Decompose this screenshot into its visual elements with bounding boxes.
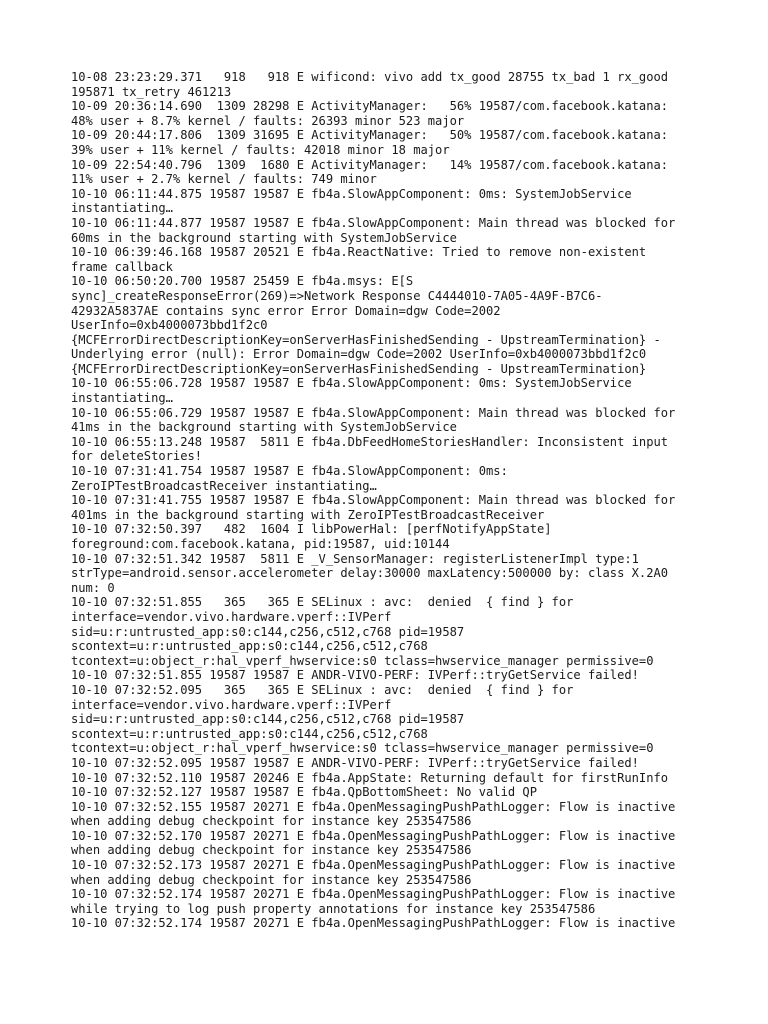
log-line: 10-10 07:32:52.095 365 365 E SELinux : avc: denied { find } for xyxy=(71,682,574,697)
log-line: UserInfo=0xb4000073bbd1f2c0 xyxy=(71,318,268,333)
log-line: scontext=u:r:untrusted_app:s0:c144,c256,c512,c768 xyxy=(71,726,428,741)
log-line: 10-10 07:32:52.155 19587 20271 E fb4a.OpenMessagingPushPathLogger: Flow is inactive xyxy=(71,799,676,814)
log-line: 10-10 07:32:51.342 19587 5811 E _V_SensorManager: registerListenerImpl type:1 xyxy=(71,551,639,566)
log-line: scontext=u:r:untrusted_app:s0:c144,c256,c512,c768 xyxy=(71,639,428,654)
log-line: when adding debug checkpoint for instance key 253547586 xyxy=(71,843,472,858)
log-line: 10-10 07:31:41.755 19587 19587 E fb4a.SlowAppComponent: Main thread was blocked for xyxy=(71,493,676,508)
log-line: 10-10 07:32:52.174 19587 20271 E fb4a.OpenMessagingPushPathLogger: Flow is inactive xyxy=(71,887,676,902)
log-line: 11% user + 2.7% kernel / faults: 749 minor xyxy=(71,172,377,187)
log-line: 10-10 06:11:44.875 19587 19587 E fb4a.SlowAppComponent: 0ms: SystemJobService xyxy=(71,186,632,201)
log-line: sid=u:r:untrusted_app:s0:c144,c256,c512,c768 pid=19587 xyxy=(71,712,465,727)
log-line: 10-10 07:32:52.174 19587 20271 E fb4a.OpenMessagingPushPathLogger: Flow is inactive xyxy=(71,916,676,931)
log-line: Underlying error (null): Error Domain=dgw Code=2002 UserInfo=0xb4000073bbd1f2c0 xyxy=(71,347,647,362)
log-line: 10-10 06:55:13.248 19587 5811 E fb4a.DbFeedHomeStoriesHandler: Inconsistent input xyxy=(71,434,669,449)
log-line: when adding debug checkpoint for instance key 253547586 xyxy=(71,872,472,887)
log-line: 10-10 07:32:52.110 19587 20246 E fb4a.AppState: Returning default for firstRunInfo xyxy=(71,770,669,785)
log-line: 10-10 06:55:06.729 19587 19587 E fb4a.SlowAppComponent: Main thread was blocked for xyxy=(71,405,676,420)
log-line: {MCFErrorDirectDescriptionKey=onServerHasFinishedSending - UpstreamTermination} - xyxy=(71,332,661,347)
log-line: 10-10 07:32:52.095 19587 19587 E ANDR-VIVO-PERF: IVPerf::tryGetService failed! xyxy=(71,755,639,770)
log-line: 10-10 06:55:06.728 19587 19587 E fb4a.SlowAppComponent: 0ms: SystemJobService xyxy=(71,376,632,391)
log-line: sid=u:r:untrusted_app:s0:c144,c256,c512,c768 pid=19587 xyxy=(71,624,465,639)
log-line: 10-09 22:54:40.796 1309 1680 E ActivityManager: 14% 19587/com.facebook.katana: xyxy=(71,157,669,172)
log-line: 10-10 07:32:52.173 19587 20271 E fb4a.OpenMessagingPushPathLogger: Flow is inactive xyxy=(71,858,676,873)
log-line: 42932A5837AE contains sync error Error Domain=dgw Code=2002 xyxy=(71,303,501,318)
log-line: tcontext=u:object_r:hal_vperf_hwservice:s0 tclass=hwservice_manager permissive=0 xyxy=(71,653,654,668)
log-line: interface=vendor.vivo.hardware.vperf::IVPerf xyxy=(71,697,392,712)
log-line: 10-10 07:32:52.127 19587 19587 E fb4a.QpBottomSheet: No valid QP xyxy=(71,785,537,800)
log-line: 41ms in the background starting with SystemJobService xyxy=(71,420,457,435)
log-line: 10-10 07:31:41.754 19587 19587 E fb4a.SlowAppComponent: 0ms: xyxy=(71,464,508,479)
log-line: 10-08 23:23:29.371 918 918 E wificond: vivo add tx_good 28755 tx_bad 1 rx_good xyxy=(71,70,669,84)
log-line: num: 0 xyxy=(71,580,115,595)
log-line: 10-10 06:50:20.700 19587 25459 E fb4a.msys: E[S xyxy=(71,274,414,289)
log-line: 10-10 07:32:51.855 365 365 E SELinux : avc: denied { find } for xyxy=(71,595,574,610)
log-line: when adding debug checkpoint for instance key 253547586 xyxy=(71,814,472,829)
log-line: 60ms in the background starting with SystemJobService xyxy=(71,230,457,245)
log-line: 401ms in the background starting with ZeroIPTestBroadcastReceiver xyxy=(71,507,545,522)
log-line: for deleteStories! xyxy=(71,449,203,464)
log-line: {MCFErrorDirectDescriptionKey=onServerHasFinishedSending - UpstreamTermination} xyxy=(71,361,647,376)
log-line: sync]_createResponseError(269)=>Network Response C4444010-7A05-4A9F-B7C6- xyxy=(71,288,603,303)
log-line: tcontext=u:object_r:hal_vperf_hwservice:s0 tclass=hwservice_manager permissive=0 xyxy=(71,741,654,756)
log-line: 48% user + 8.7% kernel / faults: 26393 minor 523 major xyxy=(71,113,465,128)
log-line: 10-10 06:39:46.168 19587 20521 E fb4a.ReactNative: Tried to remove non-existent xyxy=(71,245,647,260)
log-line: foreground:com.facebook.katana, pid:19587, uid:10144 xyxy=(71,537,450,551)
log-line: frame callback xyxy=(71,259,173,274)
log-line: 10-10 06:11:44.877 19587 19587 E fb4a.SlowAppComponent: Main thread was blocked for xyxy=(71,215,676,230)
log-line: 195871 tx_retry 461213 xyxy=(71,84,232,99)
log-line: 39% user + 11% kernel / faults: 42018 minor 18 major xyxy=(71,142,450,157)
log-line: instantiating… xyxy=(71,391,173,406)
log-line: instantiating… xyxy=(71,201,173,216)
log-document xyxy=(71,70,751,931)
log-line: strType=android.sensor.accelerometer delay:30000 maxLatency:500000 by: class X.2A0 xyxy=(71,566,669,581)
log-line: ZeroIPTestBroadcastReceiver instantiating… xyxy=(71,478,377,493)
log-line: 10-10 07:32:52.170 19587 20271 E fb4a.OpenMessagingPushPathLogger: Flow is inactive xyxy=(71,828,676,843)
log-line: 10-09 20:44:17.806 1309 31695 E ActivityManager: 50% 19587/com.facebook.katana: xyxy=(71,128,669,143)
log-line: while trying to log push property annotations for instance key 253547586 xyxy=(71,901,596,916)
log-line: interface=vendor.vivo.hardware.vperf::IVPerf xyxy=(71,609,392,624)
log-line: 10-10 07:32:51.855 19587 19587 E ANDR-VIVO-PERF: IVPerf::tryGetService failed! xyxy=(71,668,639,683)
log-line: 10-10 07:32:50.397 482 1604 I libPowerHal: [perfNotifyAppState] xyxy=(71,522,552,537)
log-line: 10-09 20:36:14.690 1309 28298 E ActivityManager: 56% 19587/com.facebook.katana: xyxy=(71,99,669,114)
